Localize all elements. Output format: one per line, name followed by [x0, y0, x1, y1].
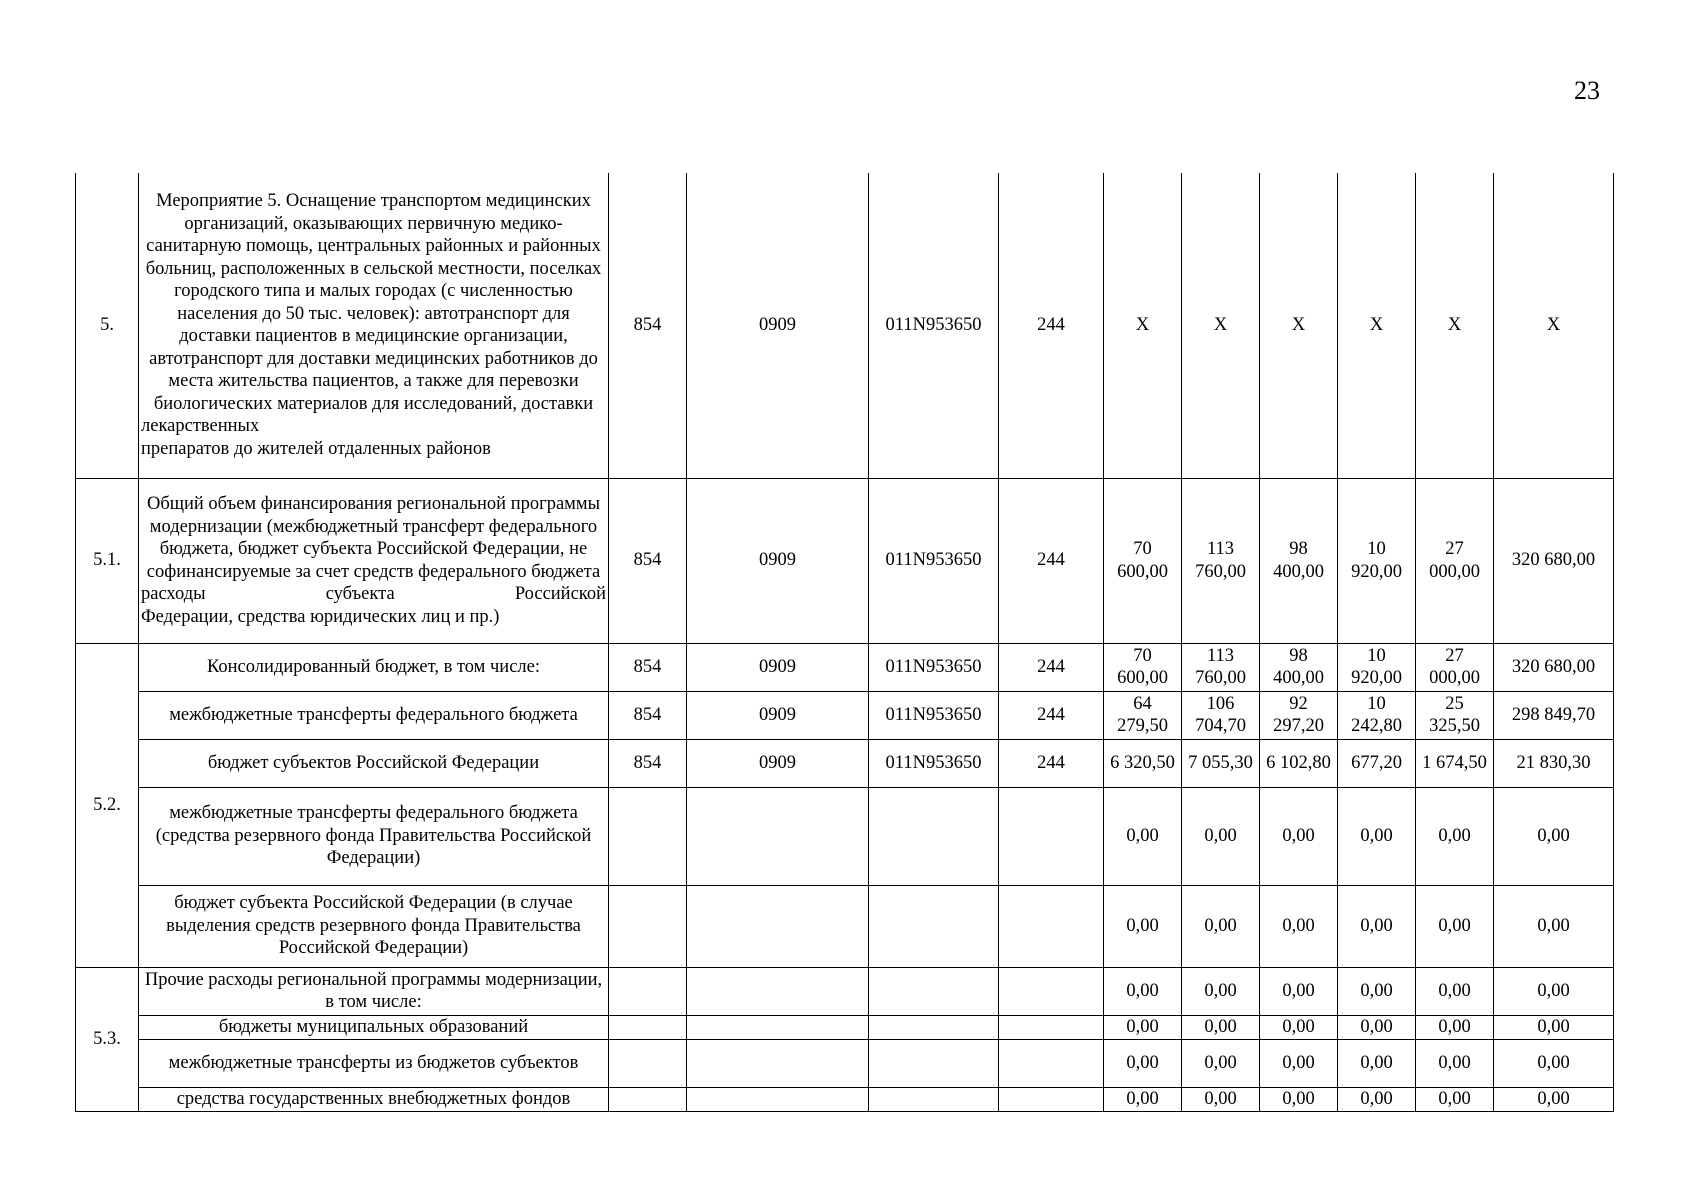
target-article-code: 011N953650 — [869, 643, 999, 691]
table-row — [76, 787, 1614, 885]
row-description: Мероприятие 5. Оснащение транспортом медицинских организаций, оказывающих первичную медико-санитарную помощь, центральных районных и районных больниц, расположенных в сельской местности, поселках городского типа и малых городах (с численностью населения до 50 тыс. человек): автотранспорт для доставки пациентов в медицинские организации, автотранспорт для доставки медицинских работников до места жительства пациентов, а также для перевозки биологических материалов для исследований, доставки лекарственных препаратов до жителей отдаленных районов — [139, 173, 609, 478]
target-article-code: 011N953650 — [869, 691, 999, 739]
section-code: 0909 — [687, 478, 869, 643]
total-cell: 0,00 — [1494, 1039, 1614, 1087]
value-cell: 0,00 — [1182, 885, 1260, 967]
total-cell: 320 680,00 — [1494, 478, 1614, 643]
value-cell: 0,00 — [1260, 1015, 1338, 1039]
value-cell: 0,00 — [1182, 967, 1260, 1015]
section-code — [687, 885, 869, 967]
value-cell: 0,00 — [1338, 1015, 1416, 1039]
value-cell: 0,00 — [1260, 885, 1338, 967]
target-article-code — [869, 1015, 999, 1039]
page-number: 23 — [1574, 76, 1600, 105]
value-cell: 0,00 — [1416, 1039, 1494, 1087]
row-description: межбюджетные трансферты федерального бюджета (средства резервного фонда Правительства Российской Федерации) — [139, 787, 609, 885]
row-description: межбюджетные трансферты из бюджетов субъектов — [139, 1039, 609, 1087]
target-article-code — [869, 967, 999, 1015]
target-article-code — [869, 787, 999, 885]
value-cell: 0,00 — [1260, 1039, 1338, 1087]
value-cell: 106 704,70 — [1182, 691, 1260, 739]
row-number: 5. — [76, 173, 139, 478]
grbs-code — [609, 885, 687, 967]
row-description: бюджет субъекта Российской Федерации (в случае выделения средств резервного фонда Правительства Российской Федерации) — [139, 885, 609, 967]
value-cell: 0,00 — [1416, 1015, 1494, 1039]
value-cell: 70 600,00 — [1104, 643, 1182, 691]
expense-type-code — [999, 1087, 1104, 1111]
total-cell: 0,00 — [1494, 967, 1614, 1015]
value-cell: X — [1416, 173, 1494, 478]
value-cell: 6 102,80 — [1260, 739, 1338, 787]
expense-type-code — [999, 787, 1104, 885]
value-cell: 25 325,50 — [1416, 691, 1494, 739]
value-cell: 64 279,50 — [1104, 691, 1182, 739]
grbs-code: 854 — [609, 478, 687, 643]
expense-type-code: 244 — [999, 691, 1104, 739]
grbs-code: 854 — [609, 739, 687, 787]
value-cell: 10 920,00 — [1338, 478, 1416, 643]
value-cell: 0,00 — [1416, 1087, 1494, 1111]
row-description: бюджеты муниципальных образований — [139, 1015, 609, 1039]
section-code: 0909 — [687, 643, 869, 691]
value-cell: 27 000,00 — [1416, 478, 1494, 643]
value-cell: 0,00 — [1104, 1039, 1182, 1087]
section-code — [687, 1087, 869, 1111]
total-cell: 298 849,70 — [1494, 691, 1614, 739]
row-description: Общий объем финансирования региональной программы модернизации (межбюджетный трансферт федерального бюджета, бюджет субъекта Российской Федерации, не софинансируемые за счет средств федерального бюджета расходы субъекта Российской Федерации, средства юридических лиц и пр.) — [139, 478, 609, 643]
section-code: 0909 — [687, 739, 869, 787]
row-description: бюджет субъектов Российской Федерации — [139, 739, 609, 787]
value-cell: 7 055,30 — [1182, 739, 1260, 787]
value-cell: X — [1260, 173, 1338, 478]
value-cell: X — [1182, 173, 1260, 478]
value-cell: X — [1104, 173, 1182, 478]
value-cell: 98 400,00 — [1260, 478, 1338, 643]
row-number: 5.3. — [76, 967, 139, 1111]
row-description: Консолидированный бюджет, в том числе: — [139, 643, 609, 691]
table-row — [76, 643, 1614, 691]
total-cell: 0,00 — [1494, 1015, 1614, 1039]
value-cell: 0,00 — [1104, 1015, 1182, 1039]
table-row — [76, 1039, 1614, 1087]
value-cell: 0,00 — [1416, 967, 1494, 1015]
value-cell: 0,00 — [1260, 967, 1338, 1015]
value-cell: 0,00 — [1338, 967, 1416, 1015]
expense-type-code — [999, 885, 1104, 967]
table-row — [76, 478, 1614, 643]
value-cell: 0,00 — [1416, 885, 1494, 967]
value-cell: 10 242,80 — [1338, 691, 1416, 739]
value-cell: 0,00 — [1338, 787, 1416, 885]
value-cell: 1 674,50 — [1416, 739, 1494, 787]
section-code: 0909 — [687, 691, 869, 739]
target-article-code: 011N953650 — [869, 478, 999, 643]
grbs-code: 854 — [609, 173, 687, 478]
value-cell: 0,00 — [1182, 787, 1260, 885]
table-row — [76, 967, 1614, 1015]
grbs-code — [609, 787, 687, 885]
row-number: 5.1. — [76, 478, 139, 643]
value-cell: 0,00 — [1260, 787, 1338, 885]
total-cell: 21 830,30 — [1494, 739, 1614, 787]
expense-type-code: 244 — [999, 173, 1104, 478]
value-cell: 27 000,00 — [1416, 643, 1494, 691]
target-article-code — [869, 885, 999, 967]
value-cell: 0,00 — [1338, 1087, 1416, 1111]
financing-table — [75, 173, 1614, 1112]
target-article-code — [869, 1039, 999, 1087]
value-cell: 98 400,00 — [1260, 643, 1338, 691]
table-row — [76, 691, 1614, 739]
row-description: Прочие расходы региональной программы модернизации, в том числе: — [139, 967, 609, 1015]
total-cell: 0,00 — [1494, 787, 1614, 885]
value-cell: 0,00 — [1182, 1039, 1260, 1087]
table-row — [76, 173, 1614, 478]
expense-type-code: 244 — [999, 739, 1104, 787]
row-description: средства государственных внебюджетных фондов — [139, 1087, 609, 1111]
value-cell: 0,00 — [1104, 967, 1182, 1015]
table-row — [76, 1015, 1614, 1039]
target-article-code — [869, 1087, 999, 1111]
value-cell: 0,00 — [1338, 885, 1416, 967]
section-code — [687, 967, 869, 1015]
value-cell: 0,00 — [1182, 1087, 1260, 1111]
value-cell: 677,20 — [1338, 739, 1416, 787]
table-row — [76, 739, 1614, 787]
total-cell: 0,00 — [1494, 1087, 1614, 1111]
expense-type-code — [999, 967, 1104, 1015]
row-description: межбюджетные трансферты федерального бюджета — [139, 691, 609, 739]
row-number: 5.2. — [76, 643, 139, 967]
value-cell: 0,00 — [1104, 787, 1182, 885]
table-row — [76, 885, 1614, 967]
total-cell: X — [1494, 173, 1614, 478]
value-cell: 6 320,50 — [1104, 739, 1182, 787]
value-cell: 0,00 — [1182, 1015, 1260, 1039]
target-article-code: 011N953650 — [869, 173, 999, 478]
grbs-code: 854 — [609, 643, 687, 691]
grbs-code — [609, 1015, 687, 1039]
section-code — [687, 1015, 869, 1039]
expense-type-code: 244 — [999, 478, 1104, 643]
value-cell: 0,00 — [1104, 1087, 1182, 1111]
value-cell: 113 760,00 — [1182, 643, 1260, 691]
value-cell: 113 760,00 — [1182, 478, 1260, 643]
value-cell: 10 920,00 — [1338, 643, 1416, 691]
value-cell: 0,00 — [1416, 787, 1494, 885]
grbs-code — [609, 1039, 687, 1087]
value-cell: 0,00 — [1104, 885, 1182, 967]
total-cell: 0,00 — [1494, 885, 1614, 967]
table-row — [76, 1087, 1614, 1111]
grbs-code — [609, 967, 687, 1015]
section-code: 0909 — [687, 173, 869, 478]
value-cell: 70 600,00 — [1104, 478, 1182, 643]
expense-type-code — [999, 1039, 1104, 1087]
target-article-code: 011N953650 — [869, 739, 999, 787]
grbs-code — [609, 1087, 687, 1111]
value-cell: 92 297,20 — [1260, 691, 1338, 739]
expense-type-code: 244 — [999, 643, 1104, 691]
value-cell: X — [1338, 173, 1416, 478]
total-cell: 320 680,00 — [1494, 643, 1614, 691]
grbs-code: 854 — [609, 691, 687, 739]
section-code — [687, 1039, 869, 1087]
value-cell: 0,00 — [1338, 1039, 1416, 1087]
expense-type-code — [999, 1015, 1104, 1039]
value-cell: 0,00 — [1260, 1087, 1338, 1111]
section-code — [687, 787, 869, 885]
